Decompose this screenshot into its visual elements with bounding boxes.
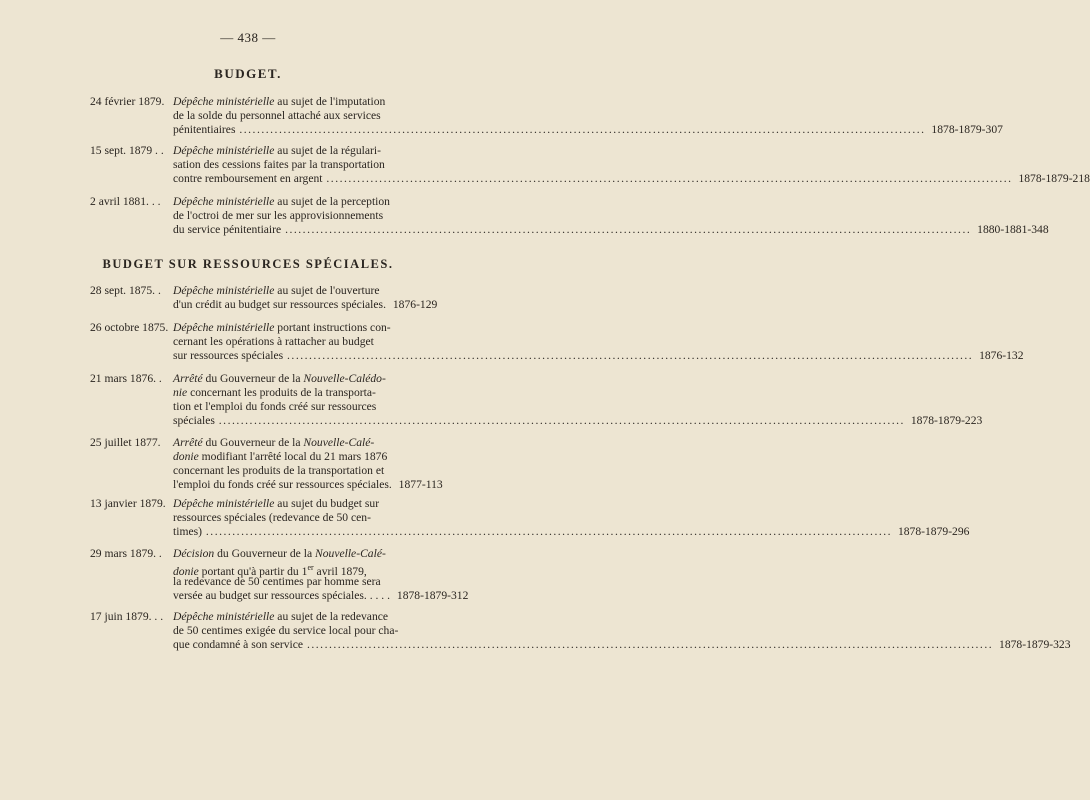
entry-text [173, 436, 474, 492]
entry-line: pénitentiaires [173, 123, 236, 136]
entry-reference: 1878-1879-296 [897, 525, 970, 538]
entry-line [173, 547, 474, 561]
entry-leader-line [173, 172, 1090, 186]
entry-line-rest: du Gouverneur de la [214, 547, 315, 560]
entry-reference: 1878-1879-307 [931, 123, 1003, 136]
place-name: Nouvelle-Calé- [315, 547, 386, 560]
entry-line [173, 372, 474, 386]
dot-leader: ............................................................................................................................................................ [287, 349, 974, 362]
entry-line-rest: du Gouverneur de la [202, 372, 304, 385]
entry-line-rest: au sujet de l'imputation [274, 95, 386, 108]
entry-line: ressources spéciales (redevance de 50 cen- [173, 511, 371, 524]
entry-reference: 1878-1879-218 [1018, 172, 1090, 185]
entry-line: de la solde du personnel attaché aux services [173, 109, 381, 122]
doc-type: Dépêche ministérielle [173, 321, 275, 334]
entry-line: de 50 centimes exigée du service local pour cha- [173, 624, 399, 637]
entry-line-rest: concernant les produits de la transporta- [187, 386, 376, 399]
section-title-budget: BUDGET. [214, 66, 282, 81]
entry-line [173, 144, 474, 158]
entry-date: 29 mars 1879. . [90, 547, 162, 560]
entry-line-rest: au sujet de la perception [274, 195, 390, 208]
dot-leader: ............................................................................................................................................................ [239, 123, 926, 136]
entry-date: 2 avril 1881. . . [90, 195, 161, 208]
entry-line: la redevance de 50 centimes par homme sera [173, 575, 381, 588]
entry-date: 26 octobre 1875. [90, 321, 169, 334]
dot-leader: ............................................................................................................................................................ [285, 223, 972, 236]
entry-reference: 1878-1879-223 [910, 414, 983, 427]
dot-leader: ............................................................................................................................................................ [218, 414, 905, 427]
doc-type: Arrêté [173, 436, 203, 449]
entry-text [173, 547, 474, 603]
entry-line-rest: au sujet de la redevance [274, 610, 389, 623]
entry-line: contre remboursement en argent [173, 172, 323, 185]
entry-line-rest: au sujet du budget sur [274, 497, 380, 510]
entry-text [173, 372, 983, 428]
place-name: nie [173, 386, 188, 399]
doc-type: Dépêche ministérielle [173, 95, 275, 108]
entry-leader-line [173, 525, 970, 539]
entry-line [173, 450, 474, 464]
place-name: Nouvelle-Calé- [303, 436, 375, 449]
entry-leader-line [173, 123, 1003, 137]
entry-line: tion et l'emploi du fonds créé sur ressources [173, 400, 377, 413]
entry-date: 21 mars 1876. . [90, 372, 162, 385]
doc-type: Dépêche ministérielle [173, 497, 275, 510]
entry-line-rest: au sujet de l'ouverture [274, 284, 380, 297]
entry-line: du service pénitentiaire [173, 223, 282, 236]
entry-line: versée au budget sur ressources spéciales. . . . . [173, 589, 390, 602]
entry-line [173, 321, 474, 335]
entry-reference: 1876-132 [979, 349, 1024, 362]
entry-line-rest: portant qu'à partir du 1er avril 1879, [198, 563, 367, 578]
entry-leader-line [173, 589, 474, 603]
section-title-ressources-speciales: BUDGET SUR RESSOURCES SPÉCIALES. [102, 257, 394, 271]
entry-reference: 1880-1881-348 [977, 223, 1049, 236]
entry-line: times) [173, 525, 202, 538]
entry-leader-line [173, 298, 474, 312]
entry-reference: 1876-129 [392, 298, 438, 311]
entry-line [173, 497, 474, 511]
dot-leader: ............................................................................................................................................................ [205, 525, 893, 538]
entry-text [173, 284, 474, 312]
entry-line-rest: du Gouverneur de la [202, 436, 304, 449]
entry-reference: 1877-113 [398, 478, 443, 491]
doc-type: Dépêche ministérielle [173, 195, 275, 208]
entry-line-rest: au sujet de la régulari- [274, 144, 381, 157]
entry-line: sation des cessions faites par la transportation [173, 158, 385, 171]
entry-line: sur ressources spéciales [173, 349, 284, 362]
entry-leader-line [173, 349, 1024, 363]
entry-line: l'emploi du fonds créé sur ressources spéciales. [173, 478, 392, 491]
entry-line: de l'octroi de mer sur les approvisionnements [173, 209, 384, 222]
entry-reference: 1878-1879-323 [999, 638, 1071, 651]
entry-line [173, 436, 474, 450]
entry-line [173, 95, 474, 109]
page-number: — 438 — [220, 30, 276, 45]
entry-date: 13 janvier 1879. [90, 497, 166, 510]
entry-date: 28 sept. 1875. . [90, 284, 161, 297]
entry-date: 25 juillet 1877. [90, 436, 161, 449]
entry-leader-line [173, 223, 1049, 237]
entry-reference: 1878-1879-312 [396, 589, 469, 602]
doc-type: Arrêté [173, 372, 203, 385]
doc-type: Dépêche ministérielle [173, 284, 275, 297]
entry-line [173, 386, 474, 400]
entry-line: concernant les produits de la transportation et [173, 464, 385, 477]
doc-type: Dépêche ministérielle [173, 610, 275, 623]
entry-line [173, 284, 474, 298]
doc-type: Dépêche ministérielle [173, 144, 275, 157]
entry-line: spéciales [173, 414, 215, 427]
entry-text [173, 610, 1071, 652]
entry-date: 24 février 1879. [90, 95, 165, 108]
entry-text [173, 497, 970, 539]
place-name: donie [173, 450, 199, 463]
dot-leader: ............................................................................................................................................................ [306, 638, 994, 651]
entry-text [173, 195, 1049, 237]
entry-line [173, 561, 474, 578]
entry-date: 17 juin 1879. . . [90, 610, 164, 623]
entry-text [173, 144, 1090, 186]
entry-text [173, 321, 1024, 363]
entry-text [173, 95, 1003, 137]
entry-line: d'un crédit au budget sur ressources spéciales. [173, 298, 386, 311]
place-name: donie [173, 564, 199, 578]
entry-leader-line [173, 478, 474, 492]
entry-leader-line [173, 414, 983, 428]
entry-leader-line [173, 638, 1071, 652]
entry-line-rest: portant instructions con- [274, 321, 391, 334]
entry-line-rest: modifiant l'arrêté local du 21 mars 1876 [198, 450, 388, 463]
entry-line [173, 610, 474, 624]
dot-leader: ............................................................................................................................................................ [326, 172, 1013, 185]
entry-date: 15 sept. 1879 . . [90, 144, 164, 157]
entry-line: cernant les opérations à rattacher au budget [173, 335, 374, 348]
entry-line [173, 195, 474, 209]
entry-line: que condamné à son service [173, 638, 304, 651]
doc-type: Décision [173, 547, 215, 560]
place-name: Nouvelle-Calédo- [303, 372, 386, 385]
